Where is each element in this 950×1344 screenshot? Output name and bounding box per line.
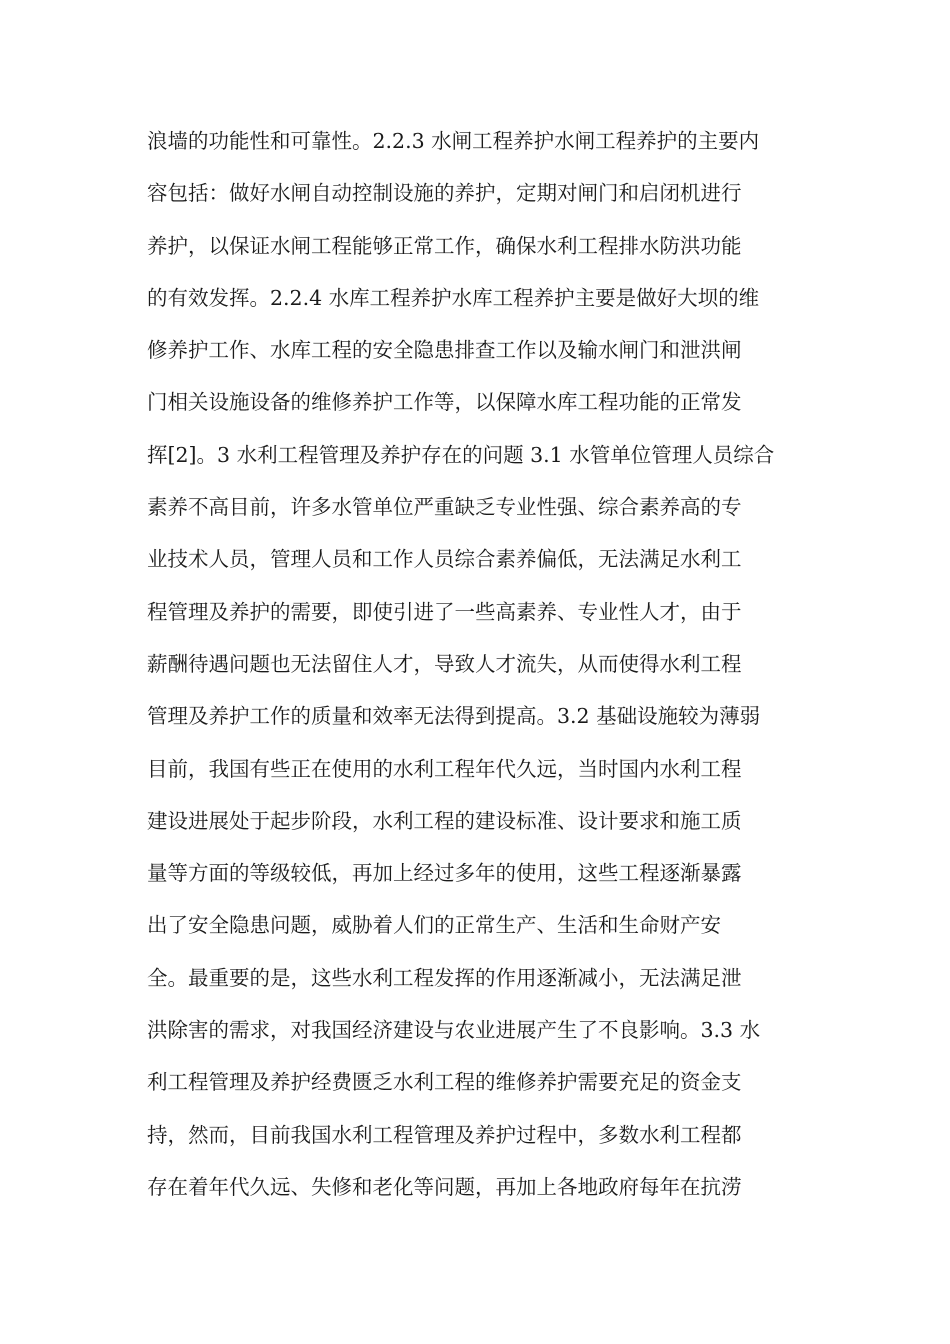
text-line: 洪除害的需求，对我国经济建设与农业进展产生了不良影响。3.3 水 — [147, 1018, 761, 1043]
text-line: 薪酬待遇问题也无法留住人才，导致人才流失，从而使得水利工程 — [147, 651, 742, 676]
text-line: 养护，以保证水闸工程能够正常工作，确保水利工程排水防洪功能 — [147, 233, 742, 258]
text-line: 浪墙的功能性和可靠性。2.2.3 水闸工程养护水闸工程养护的主要内 — [147, 129, 760, 153]
text-line: 出了安全隐患问题，威胁着人们的正常生产、生活和生命财产安 — [147, 913, 721, 938]
text-line: 利工程管理及养护经费匮乏水利工程的维修养护需要充足的资金支 — [147, 1070, 742, 1095]
text-line: 目前，我国有些正在使用的水利工程年代久远，当时国内水利工程 — [147, 756, 742, 781]
text-line: 程管理及养护的需要，即使引进了一些高素养、专业性人才，由于 — [147, 599, 742, 624]
text-line: 的有效发挥。2.2.4 水库工程养护水库工程养护主要是做好大坝的维 — [147, 285, 760, 310]
body-text — [147, 115, 817, 1213]
text-line: 存在着年代久远、失修和老化等问题，再加上各地政府每年在抗涝 — [147, 1174, 742, 1199]
text-line: 挥[2]。3 水利工程管理及养护存在的问题 3.1 水管单位管理人员综合 — [147, 442, 775, 467]
text-line: 门相关设施设备的维修养护工作等，以保障水库工程功能的正常发 — [147, 390, 742, 415]
text-line: 全。最重要的是，这些水利工程发挥的作用逐渐减小，无法满足泄 — [147, 965, 742, 990]
text-line: 建设进展处于起步阶段，水利工程的建设标准、设计要求和施工质 — [147, 808, 742, 833]
text-line: 容包括：做好水闸自动控制设施的养护，定期对闸门和启闭机进行 — [147, 181, 742, 206]
text-line: 业技术人员，管理人员和工作人员综合素养偏低，无法满足水利工 — [147, 547, 742, 572]
text-line: 持，然而，目前我国水利工程管理及养护过程中，多数水利工程都 — [147, 1122, 742, 1147]
text-line: 量等方面的等级较低，再加上经过多年的使用，这些工程逐渐暴露 — [147, 861, 742, 886]
text-line: 素养不高目前，许多水管单位严重缺乏专业性强、综合素养高的专 — [147, 495, 742, 520]
text-line: 修养护工作、水库工程的安全隐患排查工作以及输水闸门和泄洪闸 — [147, 338, 742, 363]
text-line: 管理及养护工作的质量和效率无法得到提高。3.2 基础设施较为薄弱 — [147, 704, 761, 729]
